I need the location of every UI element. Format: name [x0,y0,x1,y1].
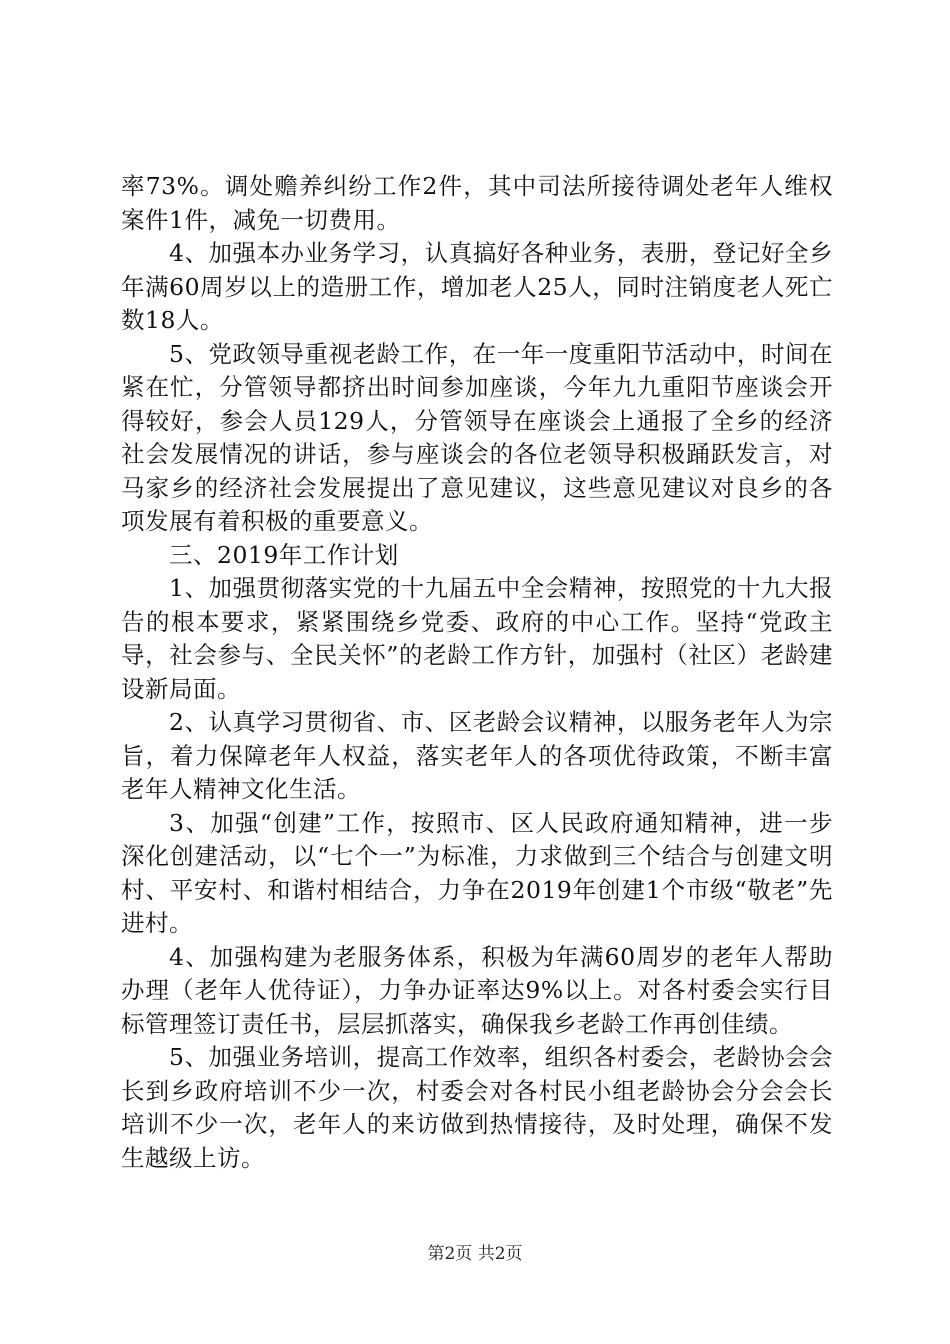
paragraph-plan-4: 4、加强构建为老服务体系，积极为年满60周岁的老年人帮助办理（老年人优待证），力争办证率达9%以上。对各村委会实行目标管理签订责任书，层层抓落实，确保我乡老龄工作再创佳绩。 [121,942,833,1038]
paragraph-continuation: 率73%。调处赡养纠纷工作2件，其中司法所接待调处老年人维权案件1件，减免一切费用。 [121,172,833,234]
paragraph-plan-3: 3、加强“创建”工作，按照市、区人民政府通知精神，进一步深化创建活动，以“七个一”为标准，力求做到三个结合与创建文明村、平安村、和谐村相结合，力争在2019年创建1个市级“敬老”先进村。 [121,808,833,937]
page-number-label: 第2页 共2页 [427,1244,523,1264]
paragraph-plan-5: 5、加强业务培训，提高工作效率，组织各村委会，老龄协会会长到乡政府培训不少一次，村委会对各村民小组老龄协会分会会长培训不少一次，老年人的来访做到热情接待，及时处理，确保不发生越级上访。 [121,1043,833,1172]
paragraph-plan-2: 2、认真学习贯彻省、市、区老龄会议精神，以服务老年人为宗旨，着力保障老年人权益，落实老年人的各项优待政策，不断丰富老年人精神文化生活。 [121,708,833,803]
paragraph-item-4-study: 4、加强本办业务学习，认真搞好各种业务，表册，登记好全乡年满60周岁以上的造册工作，增加老人25人，同时注销度老人死亡数18人。 [121,239,833,334]
paragraph-plan-1: 1、加强贯彻落实党的十九届五中全会精神，按照党的十九大报告的根本要求，紧紧围绕乡党委、政府的中心工作。坚持“党政主导，社会参与、全民关怀”的老龄工作方针，加强村（社区）老龄建设新局面。 [121,574,833,703]
section-heading-work-plan: 三、2019年工作计划 [169,540,399,569]
paragraph-item-5-leadership: 5、党政领导重视老龄工作，在一年一度重阳节活动中，时间在紧在忙，分管领导都挤出时间参加座谈，今年九九重阳节座谈会开得较好，参会人员129人，分管领导在座谈会上通报了全乡的经济社会发展情况的讲话，参与座谈会的各位老领导积极踊跃发言，对马家乡的经济社会发展提出了意见建议，这些意见建议对良乡的各项发展有着积极的重要意义。 [121,339,833,535]
page-footer [0,1243,950,1265]
document-body [121,170,833,1175]
